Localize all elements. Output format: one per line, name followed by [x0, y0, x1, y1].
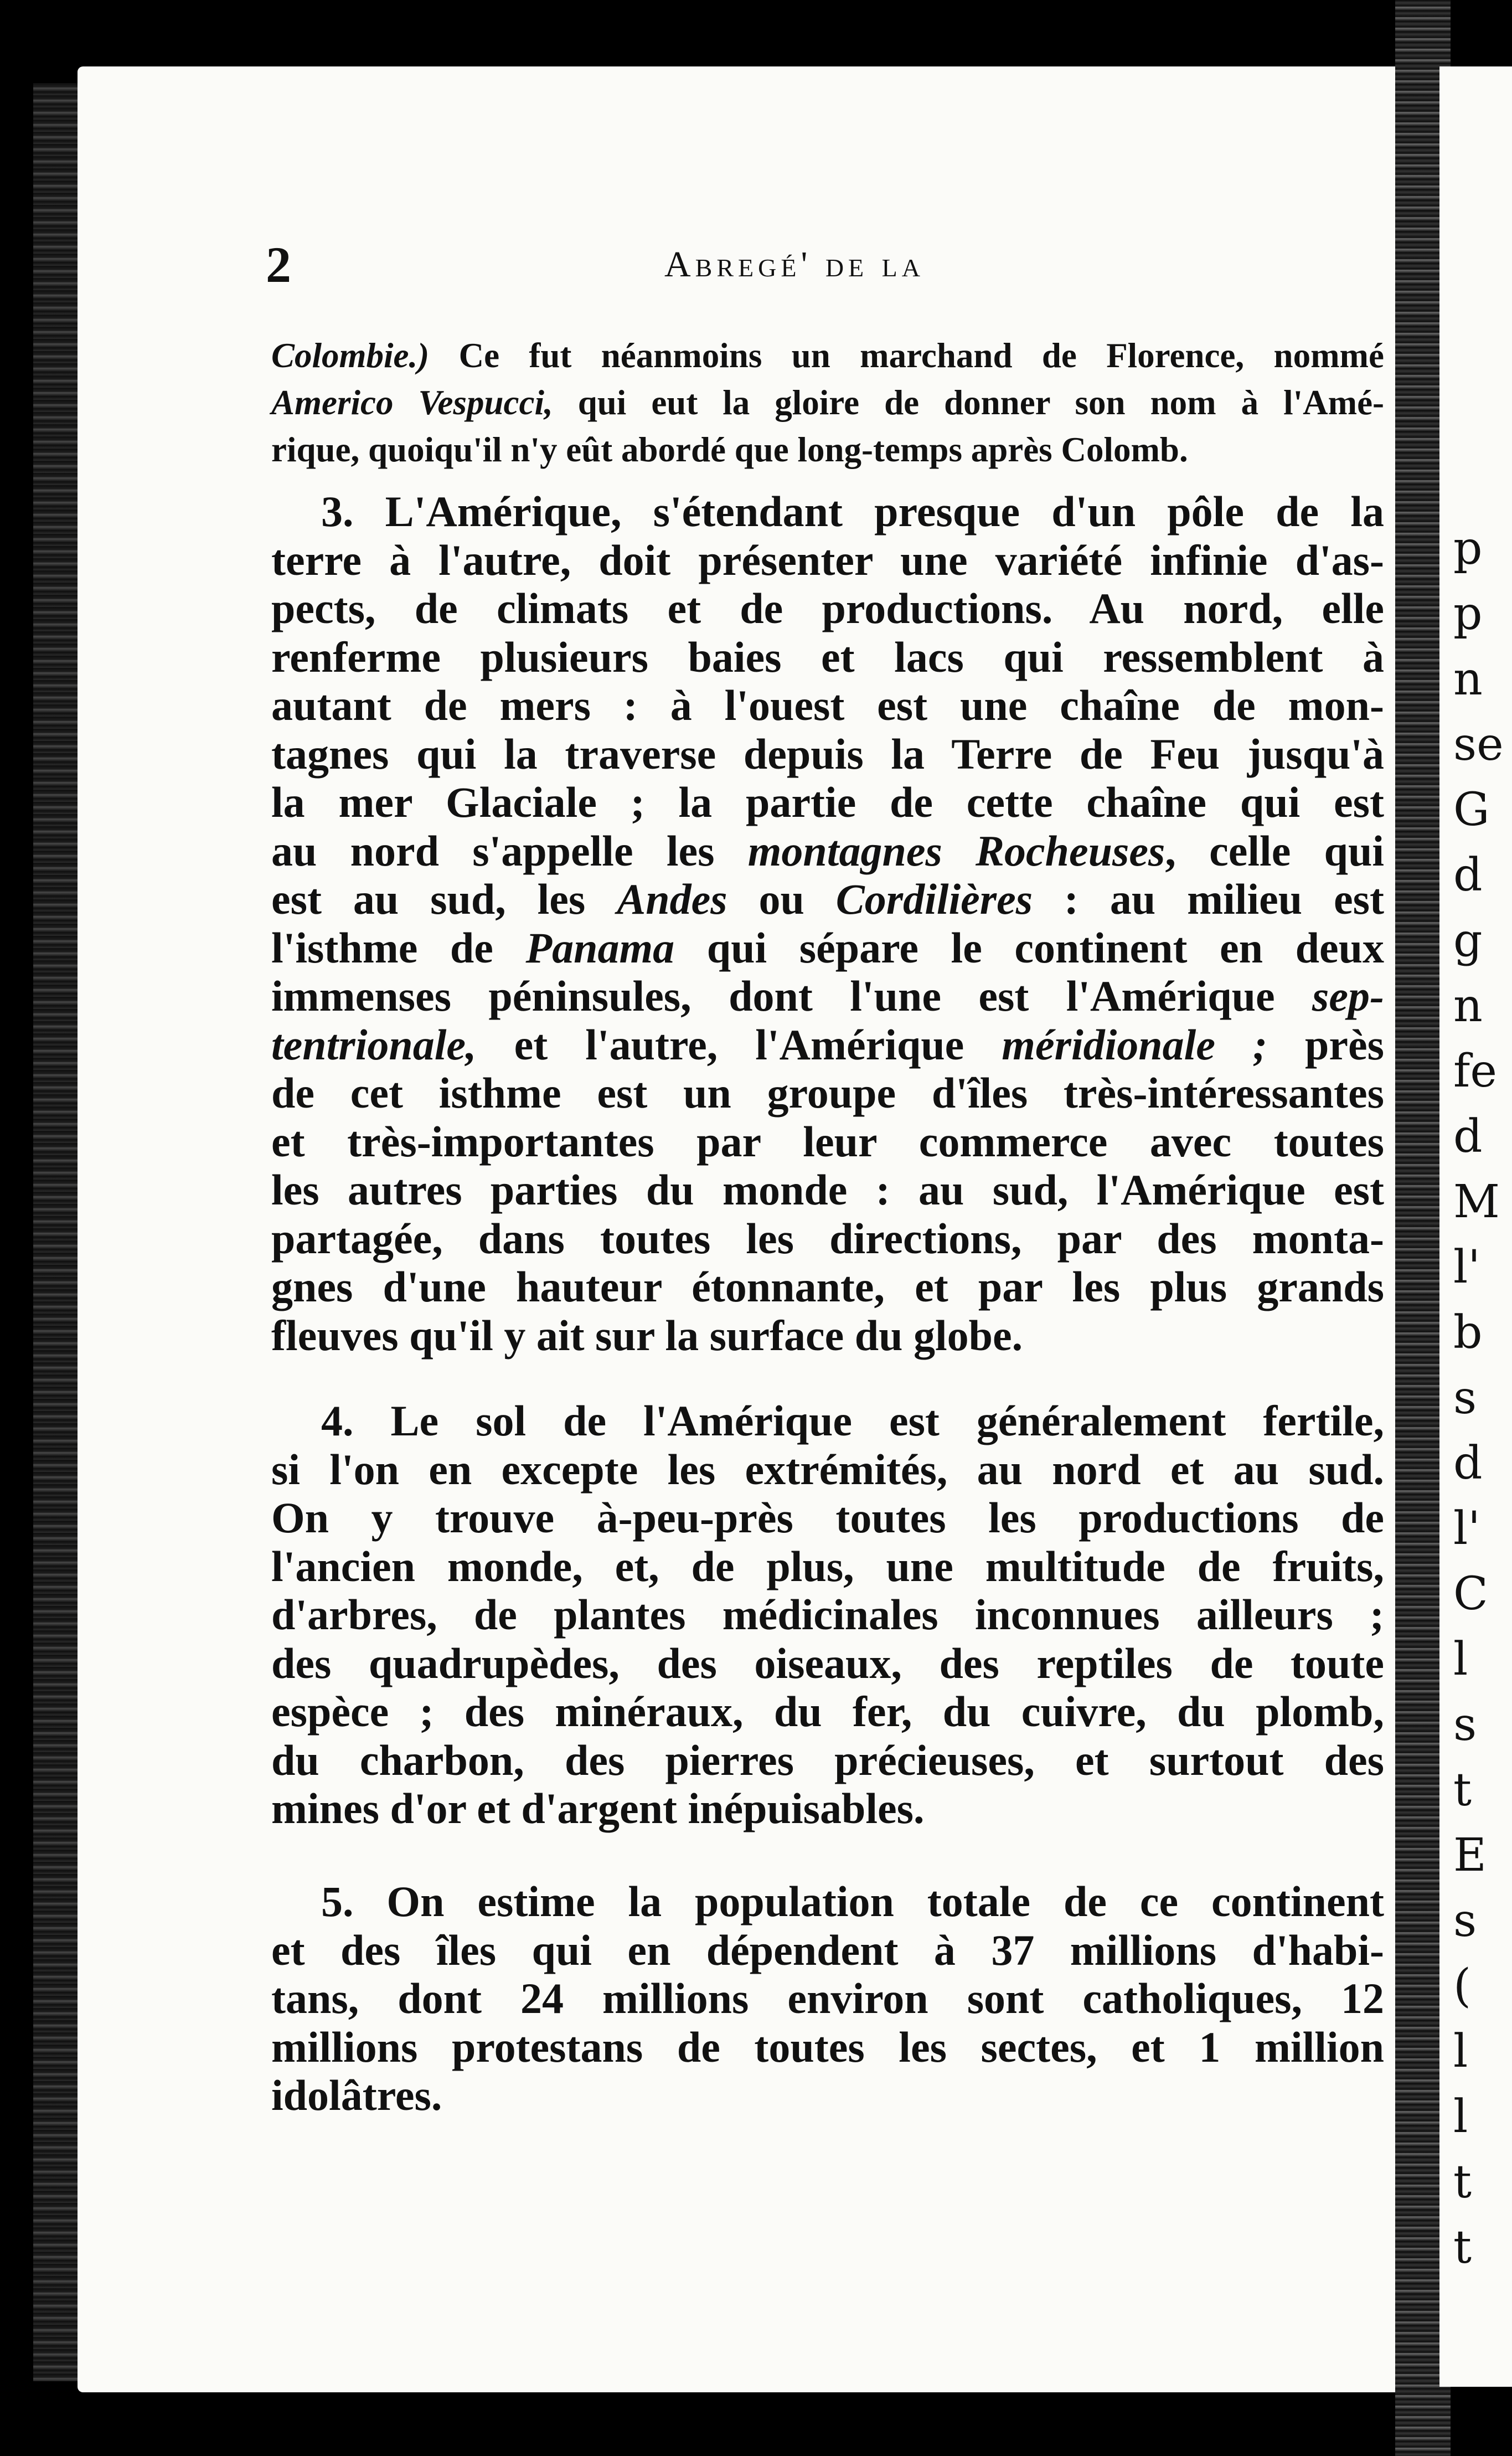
facing-page-letter: M: [1453, 1176, 1500, 1228]
text-line: l'ancien monde, et, de plus, une multitude de fruits,: [271, 1542, 1384, 1590]
facing-page-letter: l': [1453, 1241, 1480, 1294]
text-line: tans, dont 24 millions environ sont catholiques, 12: [271, 1974, 1384, 2022]
facing-page-letter: fe: [1453, 1045, 1497, 1098]
facing-page-letter: C: [1453, 1568, 1488, 1620]
text-line: immenses péninsules, dont l'une est l'Amérique sep-: [271, 972, 1384, 1020]
facing-page-letter: t: [1453, 1764, 1472, 1816]
facing-page-letter: d: [1453, 849, 1483, 902]
text-line: partagée, dans toutes les directions, par des monta-: [271, 1214, 1384, 1263]
paragraph-4: [271, 1397, 1384, 1833]
text-line: tagnes qui la traverse depuis la Terre de Feu jusqu'à: [271, 729, 1384, 778]
facing-page-letter: t: [1453, 2221, 1472, 2274]
facing-page-letter: s: [1453, 1372, 1477, 1424]
text-line: de cet isthme est un groupe d'îles très-intéressantes: [271, 1069, 1384, 1117]
intro-paragraph: [271, 332, 1384, 473]
facing-page-letter: b: [1453, 1306, 1483, 1359]
text-line: les autres parties du monde : au sud, l'Amérique est: [271, 1166, 1384, 1214]
text-line: autant de mers : à l'ouest est une chaîne de mon-: [271, 681, 1384, 729]
text-line: tentrionale, et l'autre, l'Amérique méridionale ; près: [271, 1020, 1385, 1069]
text-line: la mer Glaciale ; la partie de cette chaîne qui est: [271, 778, 1384, 826]
facing-page-letter: l: [1453, 2025, 1468, 2078]
text-line: Colombie.) Ce fut néanmoins un marchand de Florence, nommé: [271, 336, 1384, 375]
facing-page-letter: d: [1453, 1437, 1483, 1490]
text-line: idolâtres.: [271, 2071, 442, 2119]
text-line: rique, quoiqu'il n'y eût abordé que long-temps après Colomb.: [271, 430, 1188, 469]
text-line: 5. On estime la population totale de ce continent: [321, 1877, 1384, 1925]
text-line: et très-importantes par leur commerce avec toutes: [271, 1117, 1384, 1166]
paragraph-5: [271, 1877, 1384, 2120]
text-line: 3. L'Amérique, s'étendant presque d'un pôle de la: [321, 487, 1384, 536]
text-line: et des îles qui en dépendent à 37 millions d'habi-: [271, 1925, 1384, 1974]
text-line: Americo Vespucci, qui eut la gloire de donner son nom à l'Amé-: [271, 383, 1385, 422]
facing-page-letter: l': [1453, 1502, 1480, 1555]
facing-page-letter: n: [1453, 653, 1483, 706]
facing-page-letter: G: [1453, 784, 1490, 836]
facing-page-letter: p: [1453, 588, 1483, 640]
text-line: pects, de climats et de productions. Au nord, elle: [271, 584, 1384, 632]
facing-page-letter: se: [1453, 718, 1504, 771]
text-line: des quadrupèdes, des oiseaux, des reptiles de toute: [271, 1639, 1384, 1687]
text-line-rest: Ce fut néanmoins un marchand de Florence, nommé: [458, 336, 1384, 375]
facing-page-letter: (: [1453, 1960, 1471, 2012]
text-line: du charbon, des pierres précieuses, et surtout des: [271, 1736, 1384, 1784]
text-line: On y trouve à-peu-près toutes les productions de: [271, 1494, 1384, 1542]
facing-page-letter: s: [1453, 1698, 1477, 1751]
text-line: 4. Le sol de l'Amérique est généralement fertile,: [321, 1397, 1384, 1445]
text-line: millions protestans de toutes les sectes, et 1 million: [271, 2022, 1384, 2071]
text-line: terre à l'autre, doit présenter une variété infinie d'as-: [271, 536, 1384, 584]
text-line: d'arbres, de plantes médicinales inconnues ailleurs ;: [271, 1590, 1384, 1639]
facing-page-letter: d: [1453, 1110, 1483, 1163]
facing-page-letter: n: [1453, 980, 1483, 1032]
text-line: gnes d'une hauteur étonnante, et par les plus grands: [271, 1263, 1384, 1311]
text-line: mines d'or et d'argent inépuisables.: [271, 1784, 925, 1832]
text-line: est au sud, les Andes ou Cordilières : au milieu est: [271, 875, 1384, 923]
text-line: l'isthme de Panama qui sépare le continent en deux: [271, 923, 1384, 972]
page-number: 2: [266, 236, 291, 293]
text-line: si l'on en excepte les extrémités, au nord et au sud.: [271, 1445, 1384, 1494]
facing-page-letter: s: [1453, 1894, 1477, 1947]
facing-page-letter: g: [1453, 914, 1483, 967]
facing-page-letter: t: [1453, 2156, 1472, 2208]
text-line-rest: qui eut la gloire de donner son nom à l'Amé-: [577, 383, 1385, 422]
paragraph-3: [271, 487, 1384, 1360]
text-line: espèce ; des minéraux, du fer, du cuivre, du plomb,: [271, 1687, 1384, 1736]
facing-page-letter: E: [1453, 1829, 1487, 1882]
text-line: fleuves qu'il y ait sur la surface du globe.: [271, 1311, 1023, 1360]
running-head: Abregé' de la: [664, 244, 925, 285]
facing-page-letter: p: [1453, 522, 1483, 575]
facing-page-letter: l: [1453, 2091, 1468, 2143]
facing-page-letter: l: [1453, 1633, 1468, 1686]
text-line: renferme plusieurs baies et lacs qui ressemblent à: [271, 632, 1384, 681]
text-line: au nord s'appelle les montagnes Rocheuses, celle qui: [271, 826, 1384, 875]
